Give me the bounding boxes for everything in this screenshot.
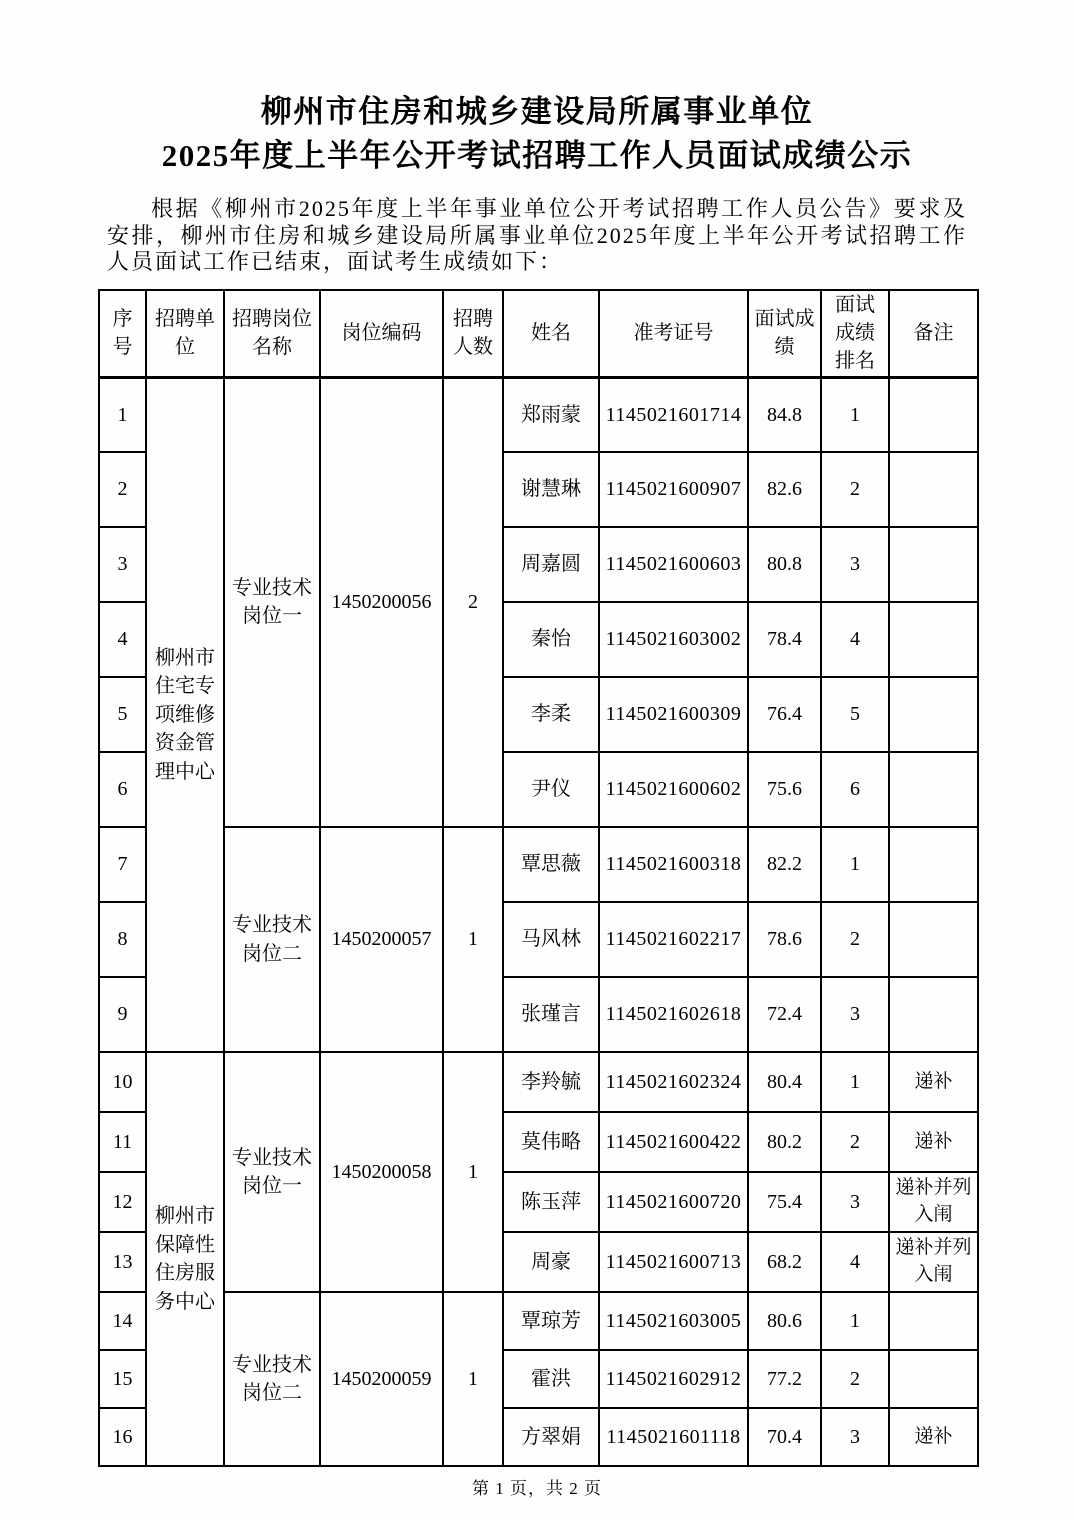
cell-score: 82.6 <box>748 452 821 527</box>
cell-ticket: 1145021600603 <box>599 527 748 602</box>
cell-seq: 4 <box>99 602 146 677</box>
cell-ticket: 1145021600720 <box>599 1172 748 1232</box>
cell-seq: 16 <box>99 1408 146 1466</box>
cell-score: 70.4 <box>748 1408 821 1466</box>
column-header-remark: 备注 <box>889 290 978 378</box>
column-header-position-name: 招聘岗位名称 <box>224 290 320 378</box>
cell-position-code: 1450200056 <box>320 377 443 827</box>
cell-ticket: 1145021601118 <box>599 1408 748 1466</box>
cell-unit: 柳州市住宅专项维修资金管理中心 <box>146 377 224 1052</box>
cell-score: 76.4 <box>748 677 821 752</box>
cell-rank: 2 <box>821 902 889 977</box>
cell-score: 80.8 <box>748 527 821 602</box>
cell-score: 75.4 <box>748 1172 821 1232</box>
cell-remark <box>889 452 978 527</box>
cell-rank: 2 <box>821 452 889 527</box>
title-line-1: 柳州市住房和城乡建设局所属事业单位 <box>260 94 814 129</box>
cell-remark <box>889 1350 978 1408</box>
cell-ticket: 1145021602324 <box>599 1052 748 1112</box>
cell-ticket: 1145021602618 <box>599 977 748 1052</box>
cell-ticket: 1145021602912 <box>599 1350 748 1408</box>
cell-rank: 1 <box>821 377 889 452</box>
cell-seq: 9 <box>99 977 146 1052</box>
cell-score: 80.2 <box>748 1112 821 1172</box>
cell-seq: 3 <box>99 527 146 602</box>
cell-rank: 2 <box>821 1350 889 1408</box>
column-header-ticket: 准考证号 <box>599 290 748 378</box>
cell-name: 李羚毓 <box>503 1052 599 1112</box>
column-header-unit: 招聘单位 <box>146 290 224 378</box>
cell-headcount: 1 <box>443 1292 503 1466</box>
cell-rank: 2 <box>821 1112 889 1172</box>
cell-name: 覃思薇 <box>503 827 599 902</box>
cell-position-code: 1450200058 <box>320 1052 443 1292</box>
cell-score: 78.6 <box>748 902 821 977</box>
cell-rank: 6 <box>821 752 889 827</box>
cell-name: 谢慧琳 <box>503 452 599 527</box>
cell-headcount: 1 <box>443 827 503 1052</box>
cell-score: 75.6 <box>748 752 821 827</box>
cell-remark <box>889 827 978 902</box>
cell-seq: 13 <box>99 1232 146 1292</box>
cell-position-name: 专业技术岗位一 <box>224 377 320 827</box>
intro-paragraph: 根据《柳州市2025年度上半年事业单位公开考试招聘工作人员公告》要求及安排，柳州市住房和城乡建设局所属事业单位2025年度上半年公开考试招聘工作人员面试工作已结束，面试考生成绩如下： <box>107 196 967 274</box>
column-header-seq: 序号 <box>99 290 146 378</box>
cell-remark: 递补 <box>889 1112 978 1172</box>
cell-ticket: 1145021603005 <box>599 1292 748 1350</box>
cell-name: 莫伟略 <box>503 1112 599 1172</box>
cell-name: 张瑾言 <box>503 977 599 1052</box>
cell-remark: 递补 <box>889 1408 978 1466</box>
cell-rank: 3 <box>821 527 889 602</box>
cell-ticket: 1145021600602 <box>599 752 748 827</box>
cell-seq: 11 <box>99 1112 146 1172</box>
cell-seq: 1 <box>99 377 146 452</box>
page-footer: 第 1 页，共 2 页 <box>472 1479 602 1499</box>
column-header-score: 面试成绩 <box>748 290 821 378</box>
cell-name: 陈玉萍 <box>503 1172 599 1232</box>
cell-name: 秦怡 <box>503 602 599 677</box>
cell-rank: 4 <box>821 602 889 677</box>
cell-ticket: 1145021603002 <box>599 602 748 677</box>
column-header-position-code: 岗位编码 <box>320 290 443 378</box>
cell-ticket: 1145021600422 <box>599 1112 748 1172</box>
cell-name: 郑雨蒙 <box>503 377 599 452</box>
cell-score: 80.6 <box>748 1292 821 1350</box>
cell-headcount: 1 <box>443 1052 503 1292</box>
cell-score: 72.4 <box>748 977 821 1052</box>
candidate-row <box>99 827 978 902</box>
column-header-headcount: 招聘人数 <box>443 290 503 378</box>
candidate-row <box>99 377 978 452</box>
cell-remark <box>889 752 978 827</box>
cell-name: 覃琼芳 <box>503 1292 599 1350</box>
cell-name: 李柔 <box>503 677 599 752</box>
cell-remark <box>889 902 978 977</box>
cell-name: 周嘉圆 <box>503 527 599 602</box>
cell-ticket: 1145021600907 <box>599 452 748 527</box>
column-header-rank: 面试成绩排名 <box>821 290 889 378</box>
cell-rank: 5 <box>821 677 889 752</box>
cell-ticket: 1145021600713 <box>599 1232 748 1292</box>
cell-seq: 7 <box>99 827 146 902</box>
cell-rank: 1 <box>821 827 889 902</box>
cell-name: 霍洪 <box>503 1350 599 1408</box>
document-title <box>0 0 1074 178</box>
cell-position-name: 专业技术岗位一 <box>224 1052 320 1292</box>
cell-ticket: 1145021600318 <box>599 827 748 902</box>
cell-seq: 12 <box>99 1172 146 1232</box>
cell-score: 80.4 <box>748 1052 821 1112</box>
cell-seq: 10 <box>99 1052 146 1112</box>
cell-position-code: 1450200057 <box>320 827 443 1052</box>
cell-score: 82.2 <box>748 827 821 902</box>
cell-headcount: 2 <box>443 377 503 827</box>
cell-seq: 15 <box>99 1350 146 1408</box>
cell-ticket: 1145021601714 <box>599 377 748 452</box>
cell-score: 68.2 <box>748 1232 821 1292</box>
cell-seq: 2 <box>99 452 146 527</box>
cell-remark <box>889 977 978 1052</box>
cell-position-name: 专业技术岗位二 <box>224 827 320 1052</box>
candidate-row <box>99 1052 978 1112</box>
cell-rank: 1 <box>821 1052 889 1112</box>
cell-score: 78.4 <box>748 602 821 677</box>
cell-name: 尹仪 <box>503 752 599 827</box>
cell-ticket: 1145021602217 <box>599 902 748 977</box>
cell-position-name: 专业技术岗位二 <box>224 1292 320 1466</box>
cell-rank: 3 <box>821 1408 889 1466</box>
cell-name: 周豪 <box>503 1232 599 1292</box>
cell-remark <box>889 527 978 602</box>
column-header-name: 姓名 <box>503 290 599 378</box>
cell-remark <box>889 602 978 677</box>
cell-remark <box>889 377 978 452</box>
cell-seq: 14 <box>99 1292 146 1350</box>
cell-remark: 递补并列入闱 <box>889 1172 978 1232</box>
cell-score: 84.8 <box>748 377 821 452</box>
cell-seq: 8 <box>99 902 146 977</box>
results-table <box>98 289 979 1468</box>
cell-name: 方翠娟 <box>503 1408 599 1466</box>
cell-rank: 1 <box>821 1292 889 1350</box>
cell-ticket: 1145021600309 <box>599 677 748 752</box>
cell-rank: 4 <box>821 1232 889 1292</box>
cell-score: 77.2 <box>748 1350 821 1408</box>
table-header-row <box>99 290 978 378</box>
cell-remark <box>889 1292 978 1350</box>
cell-remark: 递补 <box>889 1052 978 1112</box>
cell-remark: 递补并列入闱 <box>889 1232 978 1292</box>
cell-seq: 6 <box>99 752 146 827</box>
cell-rank: 3 <box>821 1172 889 1232</box>
cell-remark <box>889 677 978 752</box>
cell-seq: 5 <box>99 677 146 752</box>
cell-unit: 柳州市保障性住房服务中心 <box>146 1052 224 1466</box>
title-line-2: 2025年度上半年公开考试招聘工作人员面试成绩公示 <box>161 138 913 173</box>
cell-name: 马风林 <box>503 902 599 977</box>
cell-rank: 3 <box>821 977 889 1052</box>
cell-position-code: 1450200059 <box>320 1292 443 1466</box>
candidate-row <box>99 1292 978 1350</box>
